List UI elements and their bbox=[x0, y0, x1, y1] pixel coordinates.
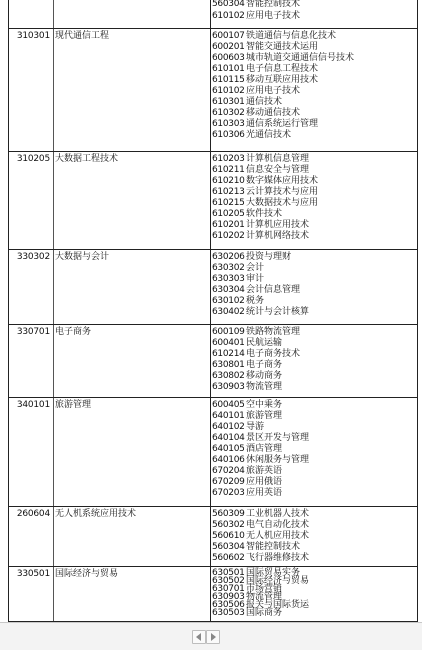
major-row bbox=[0, 566, 422, 622]
sub-major-row[interactable] bbox=[212, 444, 412, 455]
sub-major-name: 民航运输 bbox=[246, 338, 283, 348]
sub-major-name: 休闲服务与管理 bbox=[246, 455, 310, 465]
sub-major-code: 600201 bbox=[212, 42, 245, 52]
sub-major-row[interactable] bbox=[212, 176, 412, 187]
sub-major-name: 工业机器人技术 bbox=[246, 509, 310, 519]
sub-major-row[interactable] bbox=[212, 198, 412, 209]
sub-major-row[interactable] bbox=[212, 400, 412, 411]
sub-major-list bbox=[212, 327, 412, 393]
sub-major-code: 630501 bbox=[212, 568, 245, 578]
sub-major-name: 应用俄语 bbox=[246, 477, 283, 487]
sub-major-row[interactable] bbox=[212, 187, 412, 198]
major-name-cell[interactable]: 国际经济与贸易 bbox=[55, 569, 119, 579]
sub-major-name: 国际商务 bbox=[246, 608, 283, 618]
sub-major-name: 旅游英语 bbox=[246, 466, 283, 476]
sub-major-name: 铁道通信与信息化技术 bbox=[246, 31, 337, 41]
sub-major-name: 旅游管理 bbox=[246, 411, 283, 421]
sub-major-name: 景区开发与管理 bbox=[246, 433, 310, 443]
sheet-status-bar bbox=[0, 622, 422, 650]
sub-major-code: 610215 bbox=[212, 198, 245, 208]
sub-major-name: 国际经济与贸易 bbox=[246, 576, 310, 586]
sub-major-name: 电子商务 bbox=[246, 360, 283, 370]
sub-major-list bbox=[212, 569, 412, 617]
sub-major-code: 630802 bbox=[212, 371, 245, 381]
sub-major-code: 610205 bbox=[212, 209, 245, 219]
sub-major-code: 640105 bbox=[212, 444, 245, 454]
major-row bbox=[0, 0, 422, 28]
sub-major-row[interactable] bbox=[212, 349, 412, 360]
sub-major-list bbox=[212, 0, 412, 22]
sub-major-name: 计算机应用技术 bbox=[246, 220, 310, 230]
row-border bbox=[8, 249, 418, 250]
major-code-cell[interactable]: 330701 bbox=[16, 327, 50, 337]
sub-major-row[interactable] bbox=[212, 154, 412, 165]
sub-major-name: 移动互联应用技术 bbox=[246, 75, 319, 85]
sub-major-code: 630102 bbox=[212, 296, 245, 306]
sub-major-row[interactable] bbox=[212, 165, 412, 176]
sub-major-row[interactable] bbox=[212, 422, 412, 433]
sub-major-code: 610202 bbox=[212, 231, 245, 241]
sub-major-name: 大数据技术与应用 bbox=[246, 198, 319, 208]
major-row bbox=[0, 249, 422, 324]
sub-major-code: 610203 bbox=[212, 154, 245, 164]
sub-major-row[interactable] bbox=[212, 477, 412, 488]
sub-major-code: 670209 bbox=[212, 477, 245, 487]
sub-major-row[interactable] bbox=[212, 371, 412, 382]
sub-major-row[interactable] bbox=[212, 220, 412, 231]
sub-major-row[interactable] bbox=[212, 433, 412, 444]
sub-major-name: 导游 bbox=[246, 422, 265, 432]
sub-major-name: 电气自动化技术 bbox=[246, 520, 310, 530]
row-border bbox=[8, 151, 418, 152]
sub-major-row[interactable] bbox=[212, 360, 412, 371]
major-code-cell[interactable]: 340101 bbox=[16, 400, 50, 410]
sub-major-code: 610101 bbox=[212, 64, 245, 74]
sub-major-code: 640106 bbox=[212, 455, 245, 465]
sub-major-row[interactable] bbox=[212, 42, 412, 53]
sub-major-code: 600401 bbox=[212, 338, 245, 348]
sub-major-name: 报关与国际货运 bbox=[246, 600, 310, 610]
sub-major-name: 移动商务 bbox=[246, 371, 283, 381]
sub-major-row[interactable] bbox=[212, 327, 412, 338]
row-border bbox=[8, 566, 418, 567]
sub-major-code: 610303 bbox=[212, 119, 245, 129]
sub-major-code: 630402 bbox=[212, 307, 245, 317]
sub-major-row[interactable] bbox=[212, 382, 412, 393]
sub-major-name: 会计信息管理 bbox=[246, 285, 301, 295]
sub-major-name: 计算机网络技术 bbox=[246, 231, 310, 241]
sub-major-code: 610211 bbox=[212, 165, 245, 175]
sub-major-name: 铁路物流管理 bbox=[246, 327, 301, 337]
sub-major-list bbox=[212, 31, 412, 141]
sub-major-row[interactable] bbox=[212, 64, 412, 75]
sub-major-row[interactable] bbox=[212, 31, 412, 42]
sub-major-row[interactable] bbox=[212, 296, 412, 307]
sub-major-code: 560304 bbox=[212, 0, 245, 9]
sub-major-code: 630503 bbox=[212, 608, 245, 618]
major-name-cell[interactable]: 现代通信工程 bbox=[55, 31, 110, 41]
sub-major-code: 630303 bbox=[212, 274, 245, 284]
major-code-cell[interactable]: 310205 bbox=[16, 154, 50, 164]
major-name-cell[interactable]: 大数据与会计 bbox=[55, 252, 110, 262]
major-code-cell[interactable]: 330302 bbox=[16, 252, 50, 262]
sub-major-row[interactable] bbox=[212, 520, 412, 531]
sub-major-name: 酒店管理 bbox=[246, 444, 283, 454]
sub-major-list bbox=[212, 400, 412, 499]
sub-major-name: 应用电子技术 bbox=[246, 86, 301, 96]
sub-major-name: 国际贸易实务 bbox=[246, 568, 301, 578]
sub-major-row[interactable] bbox=[212, 285, 412, 296]
sub-major-code: 560309 bbox=[212, 509, 245, 519]
sub-major-code: 630302 bbox=[212, 263, 245, 273]
sub-major-code: 640101 bbox=[212, 411, 245, 421]
sub-major-code: 600109 bbox=[212, 327, 245, 337]
sub-major-row[interactable] bbox=[212, 488, 412, 499]
sub-major-row[interactable] bbox=[212, 97, 412, 108]
sub-major-code: 610102 bbox=[212, 11, 245, 21]
sub-major-code: 610102 bbox=[212, 86, 245, 96]
sub-major-code: 560610 bbox=[212, 531, 245, 541]
sub-major-code: 630701 bbox=[212, 584, 245, 594]
sub-major-code: 610201 bbox=[212, 220, 245, 230]
row-border bbox=[8, 28, 418, 29]
sub-major-name: 通信技术 bbox=[246, 97, 283, 107]
sub-major-code: 560602 bbox=[212, 553, 245, 563]
major-row bbox=[0, 397, 422, 506]
sub-major-list bbox=[212, 509, 412, 564]
sub-major-row[interactable] bbox=[212, 609, 412, 617]
sub-major-name: 应用英语 bbox=[246, 488, 283, 498]
sub-major-code: 630206 bbox=[212, 252, 245, 262]
sub-major-row[interactable] bbox=[212, 119, 412, 130]
major-row bbox=[0, 28, 422, 151]
scroll-right-button[interactable] bbox=[206, 630, 220, 644]
sub-major-row[interactable] bbox=[212, 231, 412, 242]
sub-major-code: 610115 bbox=[212, 75, 245, 85]
sub-major-code: 640104 bbox=[212, 433, 245, 443]
sub-major-row[interactable] bbox=[212, 10, 412, 22]
sub-major-row[interactable] bbox=[212, 411, 412, 422]
sub-major-code: 610301 bbox=[212, 97, 245, 107]
sub-major-name: 电子商务技术 bbox=[246, 349, 301, 359]
sub-major-name: 飞行器维修技术 bbox=[246, 553, 310, 563]
sub-major-code: 610214 bbox=[212, 349, 245, 359]
sub-major-row[interactable] bbox=[212, 53, 412, 64]
major-row bbox=[0, 324, 422, 397]
sub-major-row[interactable] bbox=[212, 252, 412, 263]
sub-major-name: 空中乘务 bbox=[246, 400, 283, 410]
sub-major-row[interactable] bbox=[212, 542, 412, 553]
sub-major-code: 670203 bbox=[212, 488, 245, 498]
major-code-cell[interactable]: 260604 bbox=[16, 509, 50, 519]
major-row bbox=[0, 506, 422, 566]
sub-major-row[interactable] bbox=[212, 209, 412, 220]
row-border bbox=[8, 506, 418, 507]
sub-major-code: 630801 bbox=[212, 360, 245, 370]
sub-major-name: 移动通信技术 bbox=[246, 108, 301, 118]
sub-major-name: 无人机应用技术 bbox=[246, 531, 310, 541]
sub-major-name: 物流管理 bbox=[246, 382, 283, 392]
sub-major-code: 670204 bbox=[212, 466, 245, 476]
sub-major-code: 600603 bbox=[212, 53, 245, 63]
sub-major-name: 智能控制技术 bbox=[246, 542, 301, 552]
sub-major-name: 软件技术 bbox=[246, 209, 283, 219]
sub-major-list bbox=[212, 252, 412, 318]
sub-major-row[interactable] bbox=[212, 0, 412, 10]
sub-major-name: 计算机信息管理 bbox=[246, 154, 310, 164]
sub-major-code: 630304 bbox=[212, 285, 245, 295]
sub-major-code: 640102 bbox=[212, 422, 245, 432]
major-name-cell[interactable]: 电子商务 bbox=[55, 327, 92, 337]
sub-major-name: 市场营销 bbox=[246, 584, 283, 594]
sub-major-row[interactable] bbox=[212, 509, 412, 520]
sub-major-code: 610306 bbox=[212, 130, 245, 140]
sub-major-row[interactable] bbox=[212, 86, 412, 97]
sub-major-row[interactable] bbox=[212, 307, 412, 318]
sub-major-row[interactable] bbox=[212, 274, 412, 285]
sub-major-code: 610210 bbox=[212, 176, 245, 186]
sub-major-name: 智能控制技术 bbox=[246, 0, 301, 9]
sub-major-name: 审计 bbox=[246, 274, 265, 284]
sub-major-list bbox=[212, 154, 412, 242]
sub-major-code: 610213 bbox=[212, 187, 245, 197]
scroll-left-button[interactable] bbox=[192, 630, 206, 644]
row-border bbox=[8, 397, 418, 398]
sub-major-name: 投资与理财 bbox=[246, 252, 292, 262]
sub-major-name: 物流管理 bbox=[246, 592, 283, 602]
sub-major-row[interactable] bbox=[212, 75, 412, 86]
sub-major-code: 630903 bbox=[212, 382, 245, 392]
sub-major-row[interactable] bbox=[212, 130, 412, 141]
sub-major-row[interactable] bbox=[212, 553, 412, 564]
sub-major-code: 600405 bbox=[212, 400, 245, 410]
sub-major-code: 560304 bbox=[212, 542, 245, 552]
sub-major-code: 560302 bbox=[212, 520, 245, 530]
sub-major-code: 630506 bbox=[212, 600, 245, 610]
sub-major-name: 通信系统运行管理 bbox=[246, 119, 319, 129]
sub-major-name: 应用电子技术 bbox=[246, 11, 301, 21]
sub-major-code: 610302 bbox=[212, 108, 245, 118]
sub-major-name: 智能交通技术运用 bbox=[246, 42, 319, 52]
sub-major-code: 630903 bbox=[212, 592, 245, 602]
sub-major-code: 600107 bbox=[212, 31, 245, 41]
sub-major-name: 信息安全与管理 bbox=[246, 165, 310, 175]
sub-major-name: 会计 bbox=[246, 263, 265, 273]
sub-major-name: 税务 bbox=[246, 296, 265, 306]
sub-major-name: 城市轨道交通通信信号技术 bbox=[246, 53, 355, 63]
sub-major-name: 云计算技术与应用 bbox=[246, 187, 319, 197]
major-name-cell[interactable]: 无人机系统应用技术 bbox=[55, 509, 137, 519]
sub-major-name: 电子信息工程技术 bbox=[246, 64, 319, 74]
sub-major-name: 光通信技术 bbox=[246, 130, 292, 140]
major-code-cell[interactable]: 330501 bbox=[16, 569, 50, 579]
major-code-cell[interactable]: 310301 bbox=[16, 31, 50, 41]
sub-major-row[interactable] bbox=[212, 263, 412, 274]
sub-major-row[interactable] bbox=[212, 108, 412, 119]
row-border bbox=[8, 324, 418, 325]
major-name-cell[interactable]: 大数据工程技术 bbox=[55, 154, 119, 164]
sub-major-row[interactable] bbox=[212, 455, 412, 466]
sub-major-name: 统计与会计核算 bbox=[246, 307, 310, 317]
sub-major-row[interactable] bbox=[212, 531, 412, 542]
major-row bbox=[0, 151, 422, 249]
sub-major-code: 630502 bbox=[212, 576, 245, 586]
sub-major-name: 数字媒体应用技术 bbox=[246, 176, 319, 186]
major-name-cell[interactable]: 旅游管理 bbox=[55, 400, 92, 410]
chevron-right-icon bbox=[211, 633, 216, 641]
chevron-left-icon bbox=[196, 633, 201, 641]
sub-major-row[interactable] bbox=[212, 466, 412, 477]
sub-major-row[interactable] bbox=[212, 338, 412, 349]
